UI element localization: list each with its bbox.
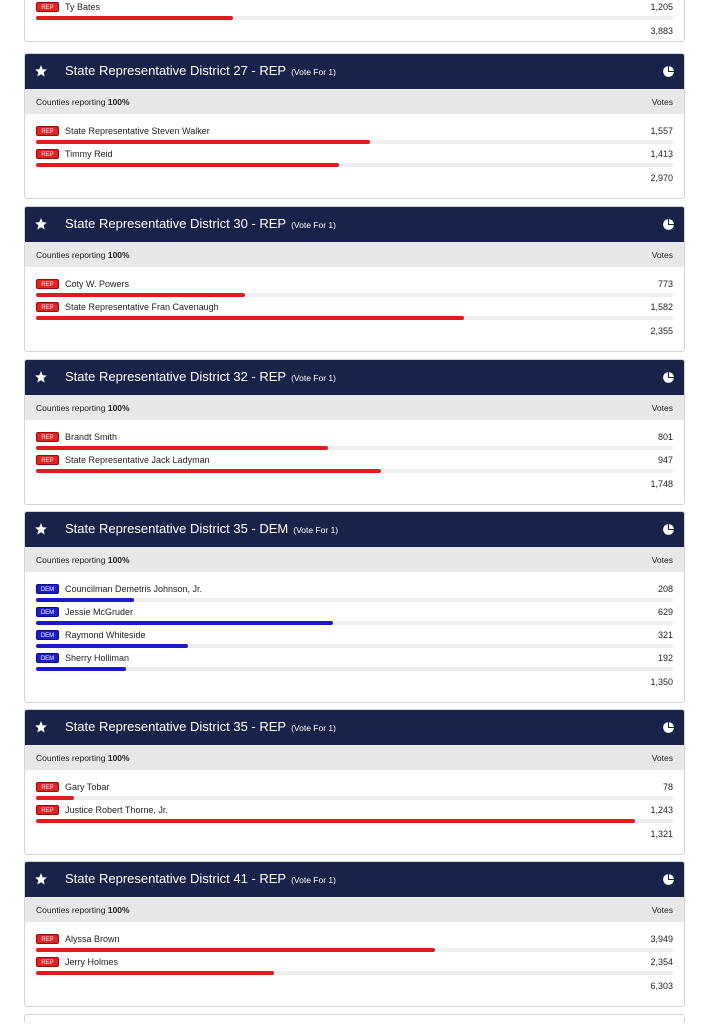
total-votes: 2,355 <box>650 326 673 336</box>
candidate-list <box>25 267 684 349</box>
reporting-bar <box>25 395 684 420</box>
candidate-row <box>25 455 684 478</box>
race-card <box>24 511 685 703</box>
candidate-name: Sherry Holliman <box>65 653 130 663</box>
party-badge: REP <box>36 149 59 159</box>
candidate-name: Ty Bates <box>65 2 101 12</box>
candidate-row <box>25 630 684 653</box>
vote-bar-fill <box>36 316 464 320</box>
race-title <box>65 871 336 886</box>
vote-bar-fill <box>36 446 328 450</box>
candidate-name: Timmy Reid <box>65 149 113 159</box>
candidate-row <box>25 607 684 630</box>
party-badge: DEM <box>36 630 59 640</box>
candidate-votes: 773 <box>657 279 673 289</box>
vote-bar-track <box>36 948 673 952</box>
counties-reporting-label: Counties reporting <box>36 555 106 565</box>
candidate-votes: 1,557 <box>650 126 673 136</box>
race-header <box>25 207 684 242</box>
vote-bar-fill <box>36 819 635 823</box>
candidate-votes: 1,243 <box>650 805 673 815</box>
total-votes: 3,883 <box>650 26 673 36</box>
candidate-name: Raymond Whiteside <box>65 630 146 640</box>
star-icon[interactable] <box>34 522 48 536</box>
race-header <box>25 862 684 897</box>
vote-bar-track <box>36 16 673 20</box>
party-badge: REP <box>36 279 59 289</box>
party-badge: REP <box>36 302 59 312</box>
vote-bar-fill <box>36 140 370 144</box>
votes-column-label: Votes <box>651 905 673 915</box>
candidate-votes: 1,413 <box>650 149 673 159</box>
race-total <box>25 25 684 49</box>
votes-column-label: Votes <box>651 555 673 565</box>
race-card <box>24 206 685 352</box>
race-card <box>24 861 685 1007</box>
vote-bar-track <box>36 163 673 167</box>
party-badge: DEM <box>36 653 59 663</box>
race-title <box>65 521 338 536</box>
party-badge: REP <box>36 432 59 442</box>
party-badge: DEM <box>36 584 59 594</box>
vote-bar-fill <box>36 163 339 167</box>
pie-chart-icon[interactable] <box>662 523 675 536</box>
race-total <box>25 676 684 700</box>
candidate-votes: 3,949 <box>650 934 673 944</box>
vote-for-label: (Vote For 1) <box>291 723 336 733</box>
race-total <box>25 478 684 502</box>
pie-chart-icon[interactable] <box>662 721 675 734</box>
vote-bar-fill <box>36 16 233 20</box>
votes-column-label: Votes <box>651 403 673 413</box>
candidate-name: State Representative Steven Walker <box>65 126 210 136</box>
candidate-list <box>25 420 684 502</box>
race-card-partial <box>24 0 685 42</box>
reporting-bar <box>25 897 684 922</box>
race-card <box>24 53 685 199</box>
reporting-bar <box>25 242 684 267</box>
vote-bar-fill <box>36 469 381 473</box>
reporting-bar <box>25 547 684 572</box>
race-total <box>25 828 684 852</box>
counties-reporting-label: Counties reporting <box>36 403 106 413</box>
total-votes: 1,748 <box>650 479 673 489</box>
race-title <box>65 63 336 78</box>
candidate-row <box>25 805 684 828</box>
candidate-row <box>25 584 684 607</box>
votes-column-label: Votes <box>651 97 673 107</box>
vote-for-label: (Vote For 1) <box>293 525 339 535</box>
race-header <box>25 710 684 745</box>
star-icon[interactable] <box>34 872 48 886</box>
candidate-votes: 192 <box>657 653 673 663</box>
candidate-name: Brandt Smith <box>65 432 118 442</box>
total-votes: 1,350 <box>650 677 673 687</box>
candidate-name: Jerry Holmes <box>65 957 119 967</box>
race-total <box>25 980 684 1004</box>
candidate-row <box>25 957 684 980</box>
candidate-votes: 78 <box>662 782 673 792</box>
candidate-list <box>25 922 684 1004</box>
counties-reporting-label: Counties reporting <box>36 250 106 260</box>
counties-reporting-value: 100% <box>107 753 130 763</box>
party-badge: REP <box>36 934 59 944</box>
star-icon[interactable] <box>34 64 48 78</box>
vote-bar-fill <box>36 293 245 297</box>
counties-reporting-value: 100% <box>107 403 130 413</box>
vote-bar-fill <box>36 948 435 952</box>
candidate-name: State Representative Fran Cavenaugh <box>65 302 219 312</box>
counties-reporting-value: 100% <box>107 905 130 915</box>
race-title-text: State Representative District 30 - REP <box>65 216 287 231</box>
vote-bar-fill <box>36 644 188 648</box>
votes-column-label: Votes <box>651 250 673 260</box>
vote-for-label: (Vote For 1) <box>291 67 336 77</box>
counties-reporting-label: Counties reporting <box>36 97 106 107</box>
race-title-text: State Representative District 41 - REP <box>65 871 287 886</box>
vote-for-label: (Vote For 1) <box>291 220 336 230</box>
star-icon[interactable] <box>34 720 48 734</box>
counties-reporting <box>36 250 130 260</box>
vote-bar-fill <box>36 621 333 625</box>
vote-bar-fill <box>36 667 126 671</box>
vote-for-label: (Vote For 1) <box>291 373 336 383</box>
race-title <box>65 369 336 384</box>
race-title <box>65 719 336 734</box>
race-total <box>25 325 684 349</box>
candidate-votes: 208 <box>657 584 673 594</box>
candidate-votes: 2,354 <box>650 957 673 967</box>
candidate-row <box>25 2 684 25</box>
vote-bar-track <box>36 140 673 144</box>
candidate-row <box>25 126 684 149</box>
party-badge: REP <box>36 805 59 815</box>
candidate-votes: 1,205 <box>650 2 673 12</box>
counties-reporting-value: 100% <box>107 555 130 565</box>
race-card <box>24 709 685 855</box>
candidate-name: Councilman Demetris Johnson, Jr. <box>65 584 203 594</box>
pie-chart-icon[interactable] <box>662 65 675 78</box>
star-icon[interactable] <box>34 370 48 384</box>
candidate-row <box>25 653 684 676</box>
star-icon[interactable] <box>34 217 48 231</box>
vote-bar-track <box>36 598 673 602</box>
race-card-partial-bottom <box>24 1014 685 1024</box>
counties-reporting <box>36 753 130 763</box>
candidate-row <box>25 279 684 302</box>
total-votes: 6,303 <box>650 981 673 991</box>
candidate-list <box>25 770 684 852</box>
race-card <box>24 359 685 505</box>
pie-chart-icon[interactable] <box>662 218 675 231</box>
total-votes: 2,970 <box>650 173 673 183</box>
race-title-text: State Representative District 35 - REP <box>65 719 287 734</box>
party-badge: REP <box>36 957 59 967</box>
candidate-votes: 629 <box>657 607 673 617</box>
vote-bar-track <box>36 796 673 800</box>
counties-reporting-label: Counties reporting <box>36 905 106 915</box>
candidate-row <box>25 782 684 805</box>
candidate-row <box>25 432 684 455</box>
race-total <box>25 172 684 196</box>
vote-bar-track <box>36 971 673 975</box>
candidate-votes: 1,582 <box>650 302 673 312</box>
candidate-name: Justice Robert Thorne, Jr. <box>65 805 168 815</box>
pie-chart-icon[interactable] <box>662 371 675 384</box>
counties-reporting-label: Counties reporting <box>36 753 106 763</box>
candidate-name: Jessie McGruder <box>65 607 134 617</box>
vote-bar-fill <box>36 796 74 800</box>
counties-reporting-value: 100% <box>107 250 130 260</box>
race-title-text: State Representative District 35 - DEM <box>65 521 289 536</box>
vote-bar-track <box>36 621 673 625</box>
party-badge: REP <box>36 126 59 136</box>
candidate-votes: 801 <box>657 432 673 442</box>
candidate-row <box>25 149 684 172</box>
race-title-text: State Representative District 32 - REP <box>65 369 287 384</box>
counties-reporting <box>36 403 130 413</box>
candidate-votes: 321 <box>657 630 673 640</box>
candidate-name: Gary Tobar <box>65 782 110 792</box>
vote-bar-fill <box>36 971 274 975</box>
candidate-list <box>25 572 684 700</box>
vote-bar-fill <box>36 598 134 602</box>
race-header <box>25 512 684 547</box>
reporting-bar <box>25 745 684 770</box>
counties-reporting-value: 100% <box>107 97 130 107</box>
counties-reporting <box>36 905 130 915</box>
party-badge: REP <box>36 782 59 792</box>
candidate-list <box>25 114 684 196</box>
candidate-name: State Representative Jack Ladyman <box>65 455 210 465</box>
candidate-name: Coty W. Powers <box>65 279 130 289</box>
race-header <box>25 54 684 89</box>
total-votes: 1,321 <box>650 829 673 839</box>
vote-bar-track <box>36 667 673 671</box>
counties-reporting <box>36 555 130 565</box>
pie-chart-icon[interactable] <box>662 873 675 886</box>
vote-bar-track <box>36 293 673 297</box>
votes-column-label: Votes <box>651 753 673 763</box>
race-title <box>65 216 336 231</box>
party-badge: REP <box>36 2 59 12</box>
reporting-bar <box>25 89 684 114</box>
race-header <box>25 360 684 395</box>
candidate-row <box>25 934 684 957</box>
vote-bar-track <box>36 469 673 473</box>
race-title-text: State Representative District 27 - REP <box>65 63 287 78</box>
vote-for-label: (Vote For 1) <box>291 875 336 885</box>
candidate-name: Alyssa Brown <box>65 934 120 944</box>
candidate-row <box>25 302 684 325</box>
candidate-votes: 947 <box>657 455 673 465</box>
vote-bar-track <box>36 446 673 450</box>
party-badge: DEM <box>36 607 59 617</box>
vote-bar-track <box>36 316 673 320</box>
vote-bar-track <box>36 644 673 648</box>
counties-reporting <box>36 97 130 107</box>
party-badge: REP <box>36 455 59 465</box>
vote-bar-track <box>36 819 673 823</box>
